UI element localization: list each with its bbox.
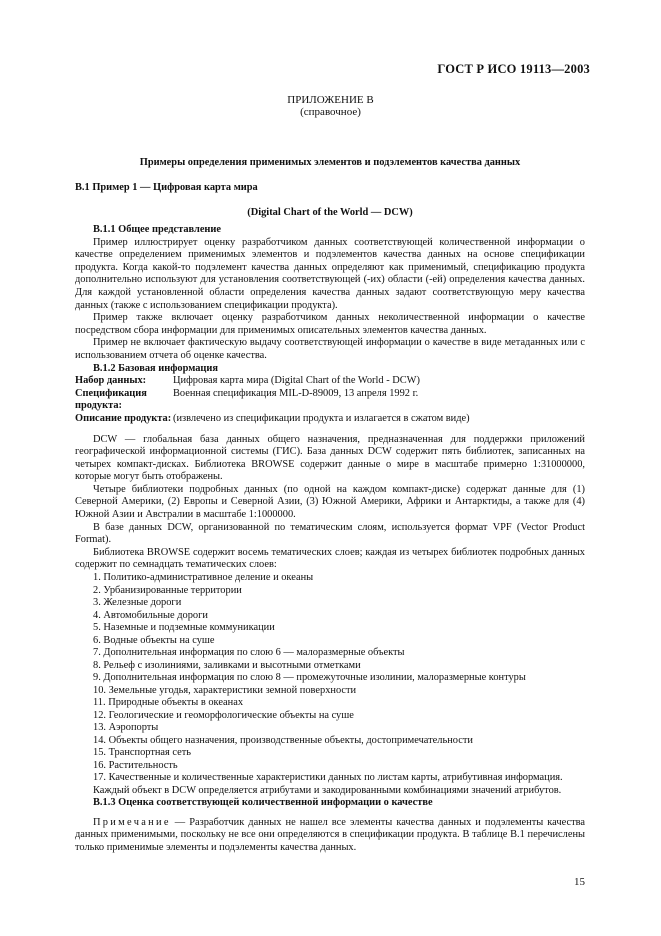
- definition-list: [75, 375, 585, 425]
- definition-value: Цифровая карта мира (Digital Chart of the World - DCW): [173, 375, 420, 387]
- list-item: 14. Объекты общего назначения, производственные объекты, достопримечательности: [93, 734, 473, 746]
- list-item: 11. Природные объекты в океанах: [93, 697, 244, 709]
- section-b12-heading: В.1.2 Базовая информация: [93, 362, 219, 374]
- list-item: 1. Политико-административное деление и океаны: [93, 572, 314, 584]
- page-number: 15: [574, 876, 585, 888]
- section-b13-heading: В.1.3 Оценка соответствующей количественной информации о качестве: [93, 797, 433, 809]
- definition-term: Описание продукта:: [75, 412, 172, 424]
- definition-value: (извлечено из спецификации продукта и излагается в сжатом виде): [173, 412, 470, 424]
- definition-term: Спецификация продукта:: [75, 387, 147, 412]
- list-item: 6. Водные объекты на суше: [93, 634, 215, 646]
- definition-row: [75, 375, 585, 388]
- definition-row: [75, 388, 585, 413]
- definition-value: Военная спецификация MIL-D-89009, 13 апреля 1992 г.: [173, 387, 419, 399]
- section-b11-heading: В.1.1 Общее представление: [93, 224, 222, 235]
- list-item: 12. Геологические и геоморфологические объекты на суше: [93, 709, 354, 721]
- thematic-layers-list: [75, 572, 585, 785]
- paragraph: Каждый объект в DCW определяется атрибутами и закодированными комбинациями значений атрибутов.: [93, 784, 562, 796]
- annex-title: ПРИЛОЖЕНИЕ В: [287, 94, 374, 106]
- note-paragraph: [75, 817, 585, 855]
- standard-designation: ГОСТ Р ИСО 19113—2003: [437, 62, 590, 76]
- list-item: 13. Аэропорты: [93, 722, 159, 734]
- list-item: 15. Транспортная сеть: [93, 747, 192, 759]
- paragraph: Пример иллюстрирует оценку разработчиком данных соответствующей количественной информации о качестве определением применимых элементов и подэлементов качества данных на основе спецификации продукта. Когда какой-то подэлемент качества данных определяют как применимый, спецификацию продукта дополнительно используют для установления соответствующей (-их) области (-ей) определения качества данных. Для каждой установленной области определения качества данных задают соответствующую меру качества данных (также с использованием спецификации продукта).: [75, 236, 585, 311]
- paragraph: В базе данных DCW, организованной по тематическим слоям, используется формат VPF (Vector Product Format).: [75, 521, 585, 546]
- list-item: 5. Наземные и подземные коммуникации: [93, 622, 275, 634]
- list-item: 9. Дополнительная информация по слою 8 — промежуточные изолинии, малоразмерные контуры: [93, 672, 526, 684]
- list-item: 4. Автомобильные дороги: [93, 609, 208, 621]
- list-item: 7. Дополнительная информация по слою 6 — малоразмерные объекты: [93, 647, 405, 659]
- annex-kind: (справочное): [300, 106, 361, 118]
- note-label: Примечание: [93, 816, 171, 828]
- note-text: — Разработчик данных не нашел все элементы качества данных и подэлементы качества данных применимыми, поскольку не все они определяются в спецификации продукта. В таблице В.1 перечислены только применимые элементы и подэлементы качества данных.: [75, 816, 585, 853]
- definition-term: Набор данных:: [75, 375, 147, 387]
- list-item: 17. Качественные и количественные характеристики данных по листам карты, атрибутивная информация.: [93, 772, 563, 784]
- list-item: 2. Урбанизированные территории: [93, 584, 242, 596]
- section-b1-heading: В.1 Пример 1 — Цифровая карта мира: [75, 182, 258, 193]
- definition-row: [75, 413, 585, 426]
- paragraph: DCW — глобальная база данных общего назначения, предназначенная для поддержки приложений географической информационной системы (ГИС). База данных DCW содержит пять библиотек, записанных на четырех компакт-дисках. Библиотека BROWSE содержит данные о мире в масштабе примерно 1:31000000, которые могут быть отображены.: [75, 433, 585, 483]
- paragraph: Четыре библиотеки подробных данных (по одной на каждом компакт-диске) содержат данные для (1) Северной Америки, (2) Европы и Северной Азии, (3) Южной Америки, Африки и Антарктиды, а также для (4) Южной Азии и Австралии в масштабе 1:1000000.: [75, 483, 585, 521]
- list-item: 8. Рельеф с изолиниями, заливками и высотными отметками: [93, 659, 361, 671]
- main-title: Примеры определения применимых элементов и подэлементов качества данных: [139, 157, 521, 168]
- paragraph: Библиотека BROWSE содержит восемь тематических слоев; каждая из четырех библиотек подробных данных содержит по семнадцать тематических слоев:: [75, 546, 585, 571]
- list-item: 3. Железные дороги: [93, 597, 182, 609]
- body-text: [75, 224, 585, 855]
- paragraph: Пример также включает оценку разработчиком данных неколичественной информации о качестве посредством сбора информации для применимых описательных элементов качества данных.: [75, 312, 585, 336]
- section-b1-subtitle: (Digital Chart of the World — DCW): [247, 207, 413, 218]
- paragraph: Пример не включает фактическую выдачу соответствующей информации о качестве в виде метаданных или с использованием отчета об оценке качества.: [75, 337, 585, 361]
- list-item: 10. Земельные угодья, характеристики земной поверхности: [93, 684, 357, 696]
- list-item: 16. Растительность: [93, 759, 178, 771]
